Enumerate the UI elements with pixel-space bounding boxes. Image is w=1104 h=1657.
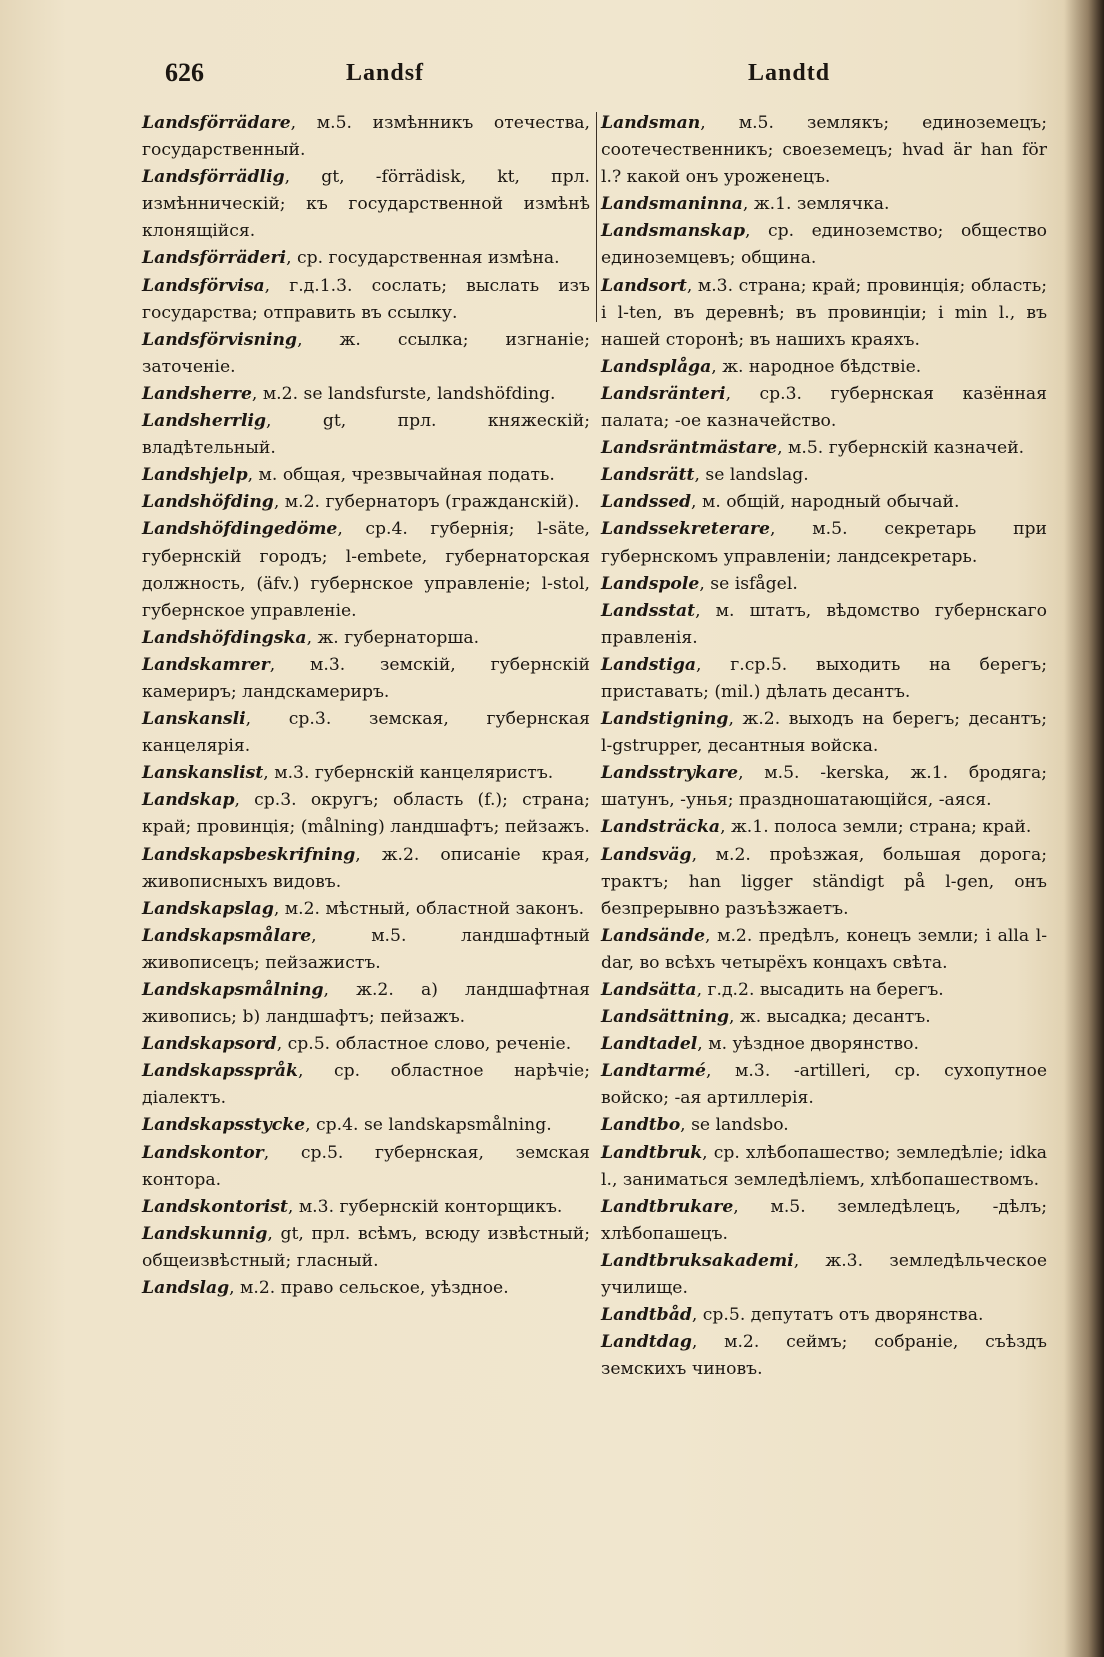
dictionary-entry bbox=[601, 1112, 1047, 1139]
entry-headword: Landsförvisa bbox=[142, 275, 265, 296]
entry-headword: Landskamrer bbox=[142, 654, 270, 675]
entry-headword: Landsväg bbox=[601, 844, 692, 865]
dictionary-entry bbox=[601, 516, 1047, 570]
entry-definition: , м.2. право сельское, уѣздное. bbox=[229, 1278, 509, 1299]
dictionary-entry bbox=[142, 489, 590, 516]
dictionary-entry bbox=[142, 652, 590, 706]
entry-definition: , м.2. губернаторъ (гражданскій). bbox=[273, 492, 580, 513]
dictionary-entry bbox=[601, 354, 1047, 381]
left-column bbox=[142, 110, 590, 1302]
entry-definition: , м.5. земледѣлецъ, -дѣлъ; хлѣбопашецъ. bbox=[601, 1196, 1047, 1244]
dictionary-entry bbox=[601, 1058, 1047, 1112]
entry-definition: , ср.4. губернія; l-säte, губернскій городъ; l-embete, губернаторская должность, (äfv.) губернское управленіе; l-stol, губернское управленіе. bbox=[142, 519, 590, 621]
entry-headword: Landslag bbox=[142, 1278, 230, 1299]
entry-definition: , м.2. se landsfurste, landshöfding. bbox=[251, 383, 556, 404]
entry-definition: , м.5. -kerska, ж.1. бродяга; шатунъ, -унья; праздношатающійся, -аяся. bbox=[601, 763, 1047, 811]
dictionary-entry bbox=[601, 598, 1047, 652]
dictionary-entry bbox=[601, 706, 1047, 760]
entry-definition: , м.5. секретарь при губернскомъ управленіи; ландсекретарь. bbox=[601, 519, 1047, 567]
entry-definition: , м. штатъ, вѣдомство губернскаго правленія. bbox=[601, 600, 1047, 648]
entry-definition: , ж. народное бѣдствіе. bbox=[711, 356, 922, 377]
entry-headword: Landskapsord bbox=[142, 1034, 277, 1055]
page-number: 626 bbox=[165, 58, 204, 87]
entry-headword: Landskapsspråk bbox=[142, 1061, 298, 1082]
entry-definition: , ср.5. областное слово, реченіе. bbox=[276, 1034, 572, 1055]
dictionary-entry bbox=[601, 652, 1047, 706]
right-running-head: Landtd bbox=[748, 60, 831, 86]
dictionary-entry bbox=[142, 110, 590, 164]
dictionary-entry bbox=[142, 245, 590, 272]
entry-headword: Landstiga bbox=[601, 654, 697, 675]
entry-headword: Landshöfdingedöme bbox=[142, 519, 338, 540]
dictionary-entry bbox=[142, 381, 590, 408]
entry-definition: , ср.5. депутатъ отъ дворянства. bbox=[691, 1305, 984, 1326]
entry-headword: Landtbruk bbox=[601, 1142, 703, 1163]
entry-definition: , ж. ссылка; изгнаніе; заточеніе. bbox=[142, 329, 590, 377]
dictionary-entry bbox=[142, 1275, 590, 1302]
entry-definition: , se isfågel. bbox=[699, 573, 798, 594]
entry-definition: , ср. хлѣбопашество; земледѣліе; idka l., заниматься земледѣліемъ, хлѣбопашествомъ. bbox=[601, 1142, 1047, 1190]
dictionary-entry bbox=[142, 896, 590, 923]
entry-definition: , se landsbo. bbox=[680, 1115, 789, 1136]
entry-headword: Landssed bbox=[601, 492, 692, 513]
dictionary-entry bbox=[601, 218, 1047, 272]
entry-definition: , м.3. -artilleri, ср. сухопутное войско; -ая артиллерія. bbox=[601, 1061, 1047, 1109]
dictionary-entry bbox=[142, 977, 590, 1031]
entry-definition: , ср.5. губернская, земская контора. bbox=[142, 1142, 590, 1190]
dictionary-entry bbox=[142, 1221, 590, 1275]
entry-definition: , ср. областное нарѣчіе; діалектъ. bbox=[142, 1061, 590, 1109]
entry-definition: , ж.1. полоса земли; страна; край. bbox=[720, 817, 1032, 838]
dictionary-entry bbox=[142, 1194, 590, 1221]
entry-definition: , ср. государственная измѣна. bbox=[286, 248, 560, 269]
dictionary-entry bbox=[142, 516, 590, 624]
book-spine-shadow bbox=[1064, 0, 1104, 1657]
dictionary-entry bbox=[601, 760, 1047, 814]
entry-definition: , м.5. губернскій казначей. bbox=[777, 438, 1025, 459]
dictionary-entry bbox=[601, 814, 1047, 841]
dictionary-entry bbox=[601, 1329, 1047, 1383]
entry-definition: , м.2. предѣлъ, конецъ земли; i alla l-dar, во всѣхъ четырёхъ концахъ свѣта. bbox=[601, 925, 1047, 973]
entry-definition: , м.3. земскій, губернскій камериръ; ландскамериръ. bbox=[142, 654, 590, 702]
entry-headword: Landsmaninna bbox=[601, 194, 743, 215]
entry-headword: Landskontor bbox=[142, 1142, 264, 1163]
dictionary-entry bbox=[142, 164, 590, 245]
entry-headword: Landtbrukare bbox=[601, 1196, 734, 1217]
dictionary-entry bbox=[142, 1112, 590, 1139]
dictionary-entry bbox=[142, 1140, 590, 1194]
column-divider bbox=[596, 112, 597, 322]
entry-headword: Landskunnig bbox=[142, 1223, 268, 1244]
entry-headword: Landsförvisning bbox=[142, 329, 298, 350]
entry-headword: Landsplåga bbox=[601, 356, 712, 377]
entry-headword: Landshöfdingska bbox=[142, 627, 307, 648]
dictionary-entry bbox=[601, 1004, 1047, 1031]
dictionary-entry bbox=[601, 191, 1047, 218]
entry-headword: Landsände bbox=[601, 925, 705, 946]
page-header bbox=[0, 58, 1104, 98]
entry-headword: Landsherre bbox=[142, 383, 252, 404]
entry-definition: , м.5. землякъ; единоземецъ; соотечественникъ; своеземецъ; hvad är han för l.? какой онъ уроженецъ. bbox=[601, 113, 1047, 188]
entry-headword: Landskap bbox=[142, 790, 235, 811]
entry-headword: Landtadel bbox=[601, 1034, 698, 1055]
dictionary-entry bbox=[601, 1031, 1047, 1058]
entry-definition: , м.5. измѣнникъ отечества, государственный. bbox=[142, 113, 590, 161]
entry-headword: Landtbåd bbox=[601, 1305, 692, 1326]
dictionary-entry bbox=[601, 489, 1047, 516]
entry-definition: , м.2. мѣстный, областной законъ. bbox=[273, 898, 585, 919]
entry-headword: Landtarmé bbox=[601, 1061, 706, 1082]
dictionary-entry bbox=[601, 842, 1047, 923]
entry-definition: , г.ср.5. выходить на берегъ; приставать; (mil.) дѣлать десантъ. bbox=[601, 654, 1047, 702]
entry-headword: Landsräntmästare bbox=[601, 438, 778, 459]
dictionary-entry bbox=[601, 381, 1047, 435]
entry-headword: Landsätta bbox=[601, 980, 697, 1000]
entry-headword: Landsherrlig bbox=[142, 411, 267, 432]
entry-headword: Landskontorist bbox=[142, 1196, 288, 1217]
entry-definition: , ж.1. землячка. bbox=[742, 194, 890, 215]
entry-headword: Landskapsmålning bbox=[142, 980, 324, 1000]
dictionary-entry bbox=[142, 923, 590, 977]
entry-headword: Landsort bbox=[601, 275, 687, 296]
entry-headword: Landsförrädlig bbox=[142, 167, 285, 188]
dictionary-entry bbox=[601, 1140, 1047, 1194]
entry-definition: , ср.4. se landskapsmålning. bbox=[305, 1115, 552, 1136]
entry-headword: Landtbo bbox=[601, 1115, 681, 1136]
dictionary-entry bbox=[142, 327, 590, 381]
entry-definition: , м.3. губернскій канцеляристъ. bbox=[263, 763, 554, 784]
dictionary-entry bbox=[142, 273, 590, 327]
entry-headword: Landsmanskap bbox=[601, 221, 745, 242]
entry-definition: , ср.3. губернская казённая палата; -ое казначейство. bbox=[601, 383, 1047, 432]
entry-headword: Landskapslag bbox=[142, 898, 274, 919]
dictionary-entry bbox=[601, 571, 1047, 598]
entry-headword: Landshöfding bbox=[142, 492, 274, 513]
entry-definition: , ж. губернаторша. bbox=[306, 627, 480, 648]
entry-headword: Landsträcka bbox=[601, 817, 721, 838]
entry-definition: , м. общая, чрезвычайная подать. bbox=[247, 465, 555, 486]
entry-definition: , ж.2. описаніе края, живописныхъ видовъ. bbox=[142, 844, 590, 892]
dictionary-entry bbox=[142, 625, 590, 652]
entry-definition: , м.3. страна; край; провинція; область; i l-ten, въ деревнѣ; въ провинціи; i min l., въ нашей сторонѣ; въ нашихъ краяхъ. bbox=[601, 275, 1047, 350]
entry-definition: , ж.2. a) ландшафтная живопись; b) ландшафтъ; пейзажъ. bbox=[142, 980, 590, 1028]
dictionary-entry bbox=[142, 408, 590, 462]
entry-headword: Landsförräderi bbox=[142, 248, 287, 269]
entry-definition: , ж.2. выходъ на берегъ; десантъ; l-gstrupper, десантныя войска. bbox=[601, 709, 1047, 757]
dictionary-entry bbox=[601, 1248, 1047, 1302]
entry-headword: Landskapsstycke bbox=[142, 1115, 306, 1136]
entry-headword: Landspole bbox=[601, 573, 700, 594]
entry-definition: , м. уѣздное дворянство. bbox=[697, 1034, 919, 1055]
entry-headword: Landshjelp bbox=[142, 465, 248, 486]
entry-definition: , gt, прл. всѣмъ, всюду извѣстный; общеизвѣстный; гласный. bbox=[142, 1223, 590, 1271]
entry-headword: Lanskanslist bbox=[142, 763, 264, 784]
entry-definition: , м.2. сеймъ; собраніе, съѣздъ земскихъ чиновъ. bbox=[601, 1332, 1047, 1380]
dictionary-entry bbox=[142, 787, 590, 841]
entry-headword: Lanskansli bbox=[142, 709, 246, 730]
entry-definition: , ср.3. округъ; область (f.); страна; край; провинція; (målning) ландшафтъ; пейзажъ. bbox=[142, 790, 590, 838]
entry-headword: Landsstrykare bbox=[601, 763, 739, 784]
entry-headword: Landsförrädare bbox=[142, 113, 291, 133]
entry-headword: Landskapsbeskrifning bbox=[142, 844, 356, 865]
dictionary-entry bbox=[601, 923, 1047, 977]
dictionary-entry bbox=[142, 1031, 590, 1058]
entry-headword: Landtbruksakademi bbox=[601, 1250, 794, 1271]
entry-headword: Landsättning bbox=[601, 1007, 729, 1028]
entry-definition: , gt, -förrädisk, kt, прл. измѣнническій; къ государственной измѣнѣ клонящійся. bbox=[142, 167, 590, 242]
entry-definition: , м.3. губернскій конторщикъ. bbox=[287, 1196, 563, 1217]
entry-definition: , м. общій, народный обычай. bbox=[691, 492, 960, 513]
left-running-head: Landsf bbox=[346, 60, 425, 86]
dictionary-entry bbox=[601, 1302, 1047, 1329]
dictionary-entry bbox=[142, 760, 590, 787]
dictionary-entry bbox=[601, 273, 1047, 354]
entry-definition: , ж.3. земледѣльческое училище. bbox=[601, 1250, 1047, 1299]
dictionary-entry bbox=[601, 977, 1047, 1004]
entry-definition: , м.5. ландшафтный живописецъ; пейзажистъ. bbox=[142, 925, 590, 973]
dictionary-entry bbox=[142, 1058, 590, 1112]
entry-definition: , м.2. проѣзжая, большая дорога; трактъ; han ligger ständigt på l-gen, онъ безпрерывно разъѣзжаетъ. bbox=[601, 844, 1047, 919]
dictionary-entry bbox=[142, 842, 590, 896]
entry-headword: Landstigning bbox=[601, 709, 729, 730]
right-column bbox=[601, 110, 1047, 1383]
entry-headword: Landsman bbox=[601, 113, 701, 133]
entry-headword: Landsstat bbox=[601, 600, 696, 621]
entry-definition: , г.д.2. высадить на берегъ. bbox=[696, 980, 944, 1000]
entry-headword: Landskapsmålare bbox=[142, 925, 312, 946]
entry-definition: , ср.3. земская, губернская канцелярія. bbox=[142, 709, 590, 757]
dictionary-entry bbox=[142, 706, 590, 760]
entry-definition: , se landslag. bbox=[694, 465, 809, 486]
dictionary-entry bbox=[601, 435, 1047, 462]
entry-definition: , г.д.1.3. сослать; выслать изъ государства; отправить въ ссылку. bbox=[142, 275, 590, 323]
entry-headword: Landssekreterare bbox=[601, 519, 770, 540]
dictionary-entry bbox=[142, 462, 590, 489]
dictionary-entry bbox=[601, 110, 1047, 191]
entry-headword: Landsrätt bbox=[601, 465, 695, 486]
dictionary-entry bbox=[601, 1194, 1047, 1248]
entry-headword: Landtdag bbox=[601, 1332, 692, 1353]
entry-headword: Landsränteri bbox=[601, 383, 726, 404]
entry-definition: , ж. высадка; десантъ. bbox=[728, 1007, 931, 1028]
dictionary-entry bbox=[601, 462, 1047, 489]
entry-definition: , ср. единоземство; общество единоземцевъ; община. bbox=[601, 221, 1047, 269]
entry-definition: , gt, прл. княжескій; владѣтельный. bbox=[142, 411, 590, 459]
